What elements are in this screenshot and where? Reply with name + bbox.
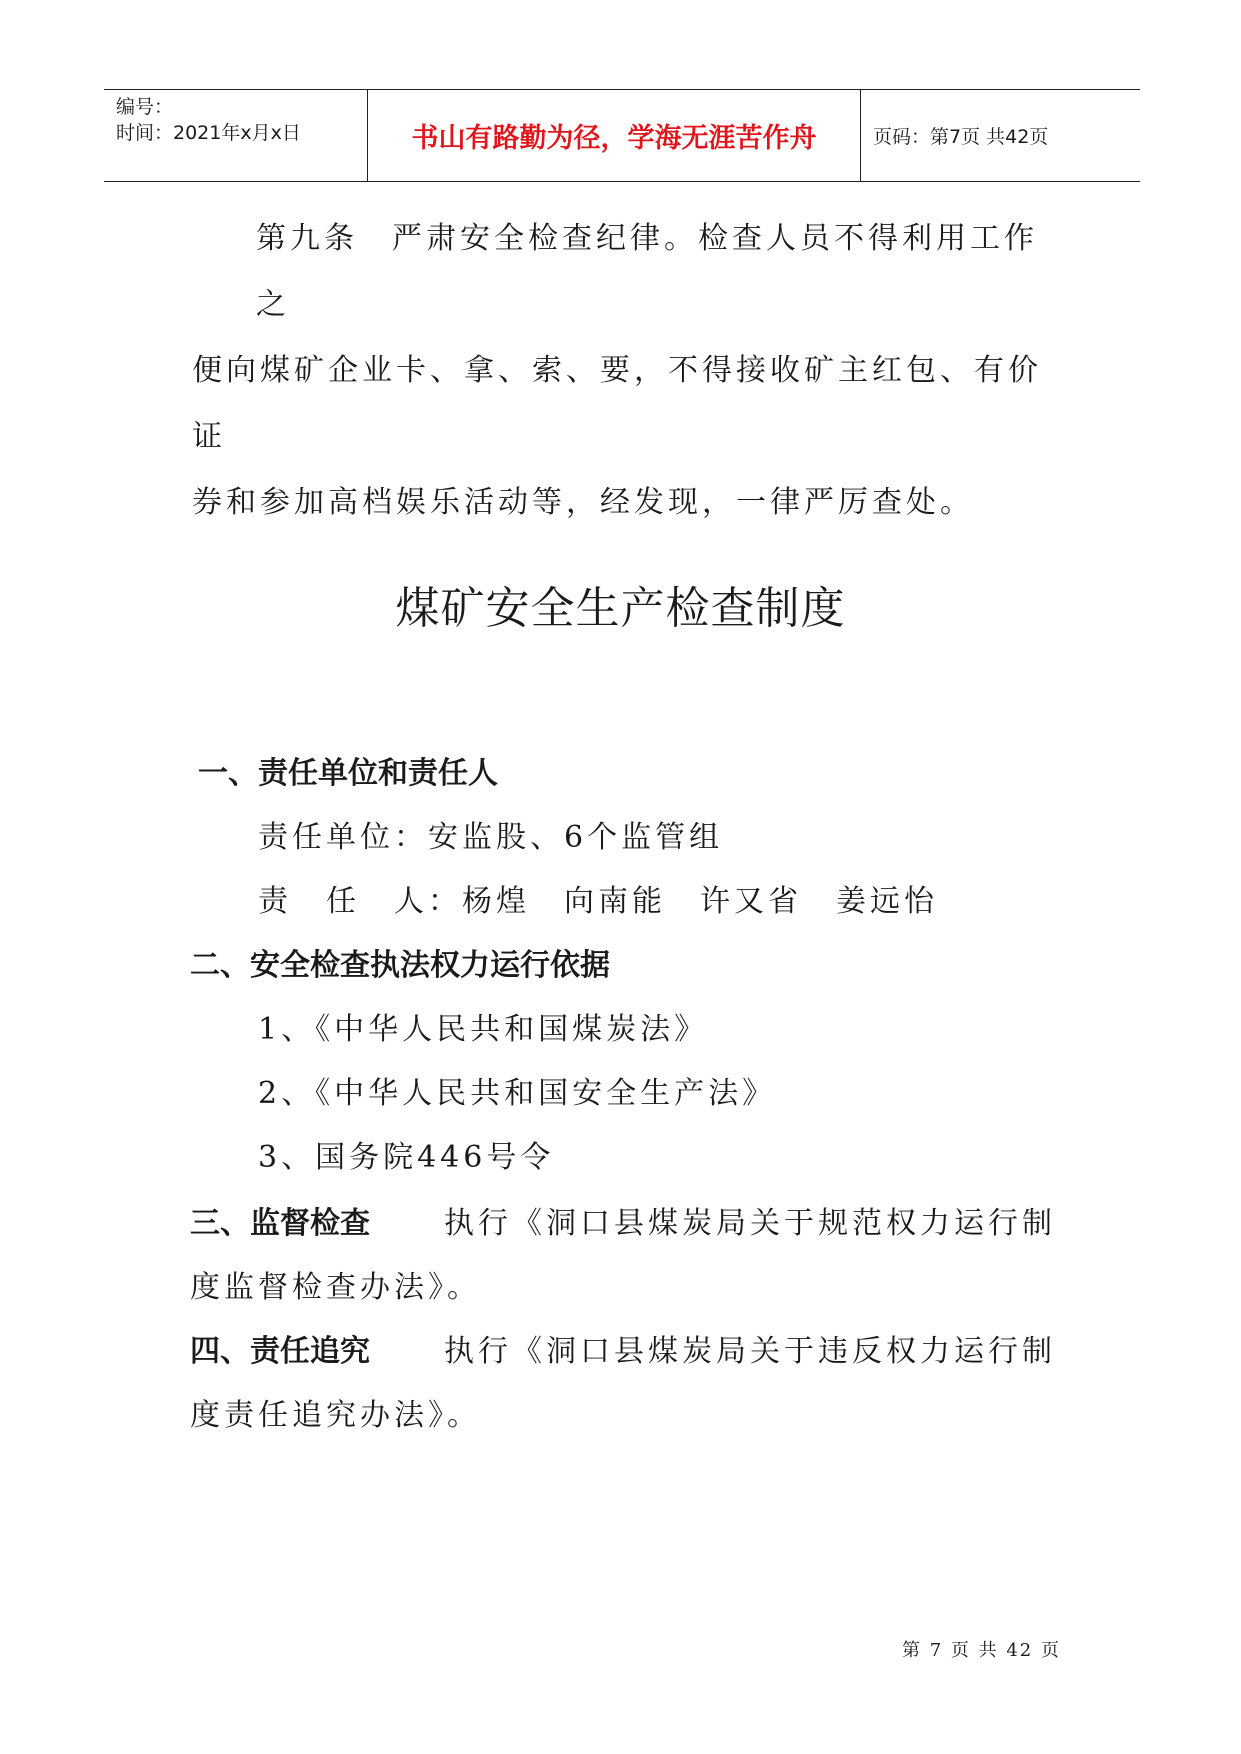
section-2-heading: 二、安全检查执法权力运行依据 [190,948,610,983]
basis-item: 3、国务院446号令 [258,1140,555,1175]
basis-item: 2、《中华人民共和国安全生产法》 [258,1076,777,1111]
section-3-text: 度监督检查办法》。 [190,1270,481,1305]
responsible-unit: 责任单位：安监股、6个监管组 [258,820,724,855]
header-page-label: 页码：第7页 共42页 [873,126,1049,148]
section-4-text: 执行《洞口县煤炭局关于违反权力运行制 [444,1334,1056,1369]
header-meta [104,90,368,181]
article-9-line: 券和参加高档娱乐活动等，经发现，一律严厉查处。 [192,485,974,520]
basis-item: 1、《中华人民共和国煤炭法》 [258,1012,709,1047]
article-9-line: 便向煤矿企业卡、拿、索、要，不得接收矿主红包、有价证 [192,353,1042,454]
section-1-heading: 一、责任单位和责任人 [198,756,498,791]
page-footer: 第 7 页 共 42 页 [902,1640,1061,1661]
document-title: 煤矿安全生产检查制度 [395,583,846,634]
section-4-text: 度责任追究办法》。 [190,1398,481,1433]
section-3-text: 执行《洞口县煤炭局关于规范权力运行制 [444,1206,1056,1241]
article-9 [192,206,1062,536]
doc-number-label: 编号： [116,96,174,118]
page-header [104,89,1140,182]
section-3-heading: 三、监督检查 [190,1206,370,1241]
doc-time-label: 时间：2021年x月x日 [116,122,301,144]
section-4-heading: 四、责任追究 [190,1334,370,1369]
responsible-persons: 责 任 人：杨煌 向南能 许又省 姜远怡 [258,884,938,919]
header-motto: 书山有路勤为径，学海无涯苦作舟 [368,90,861,181]
article-9-line: 第九条 严肃安全检查纪律。检查人员不得利用工作之 [256,221,1038,322]
